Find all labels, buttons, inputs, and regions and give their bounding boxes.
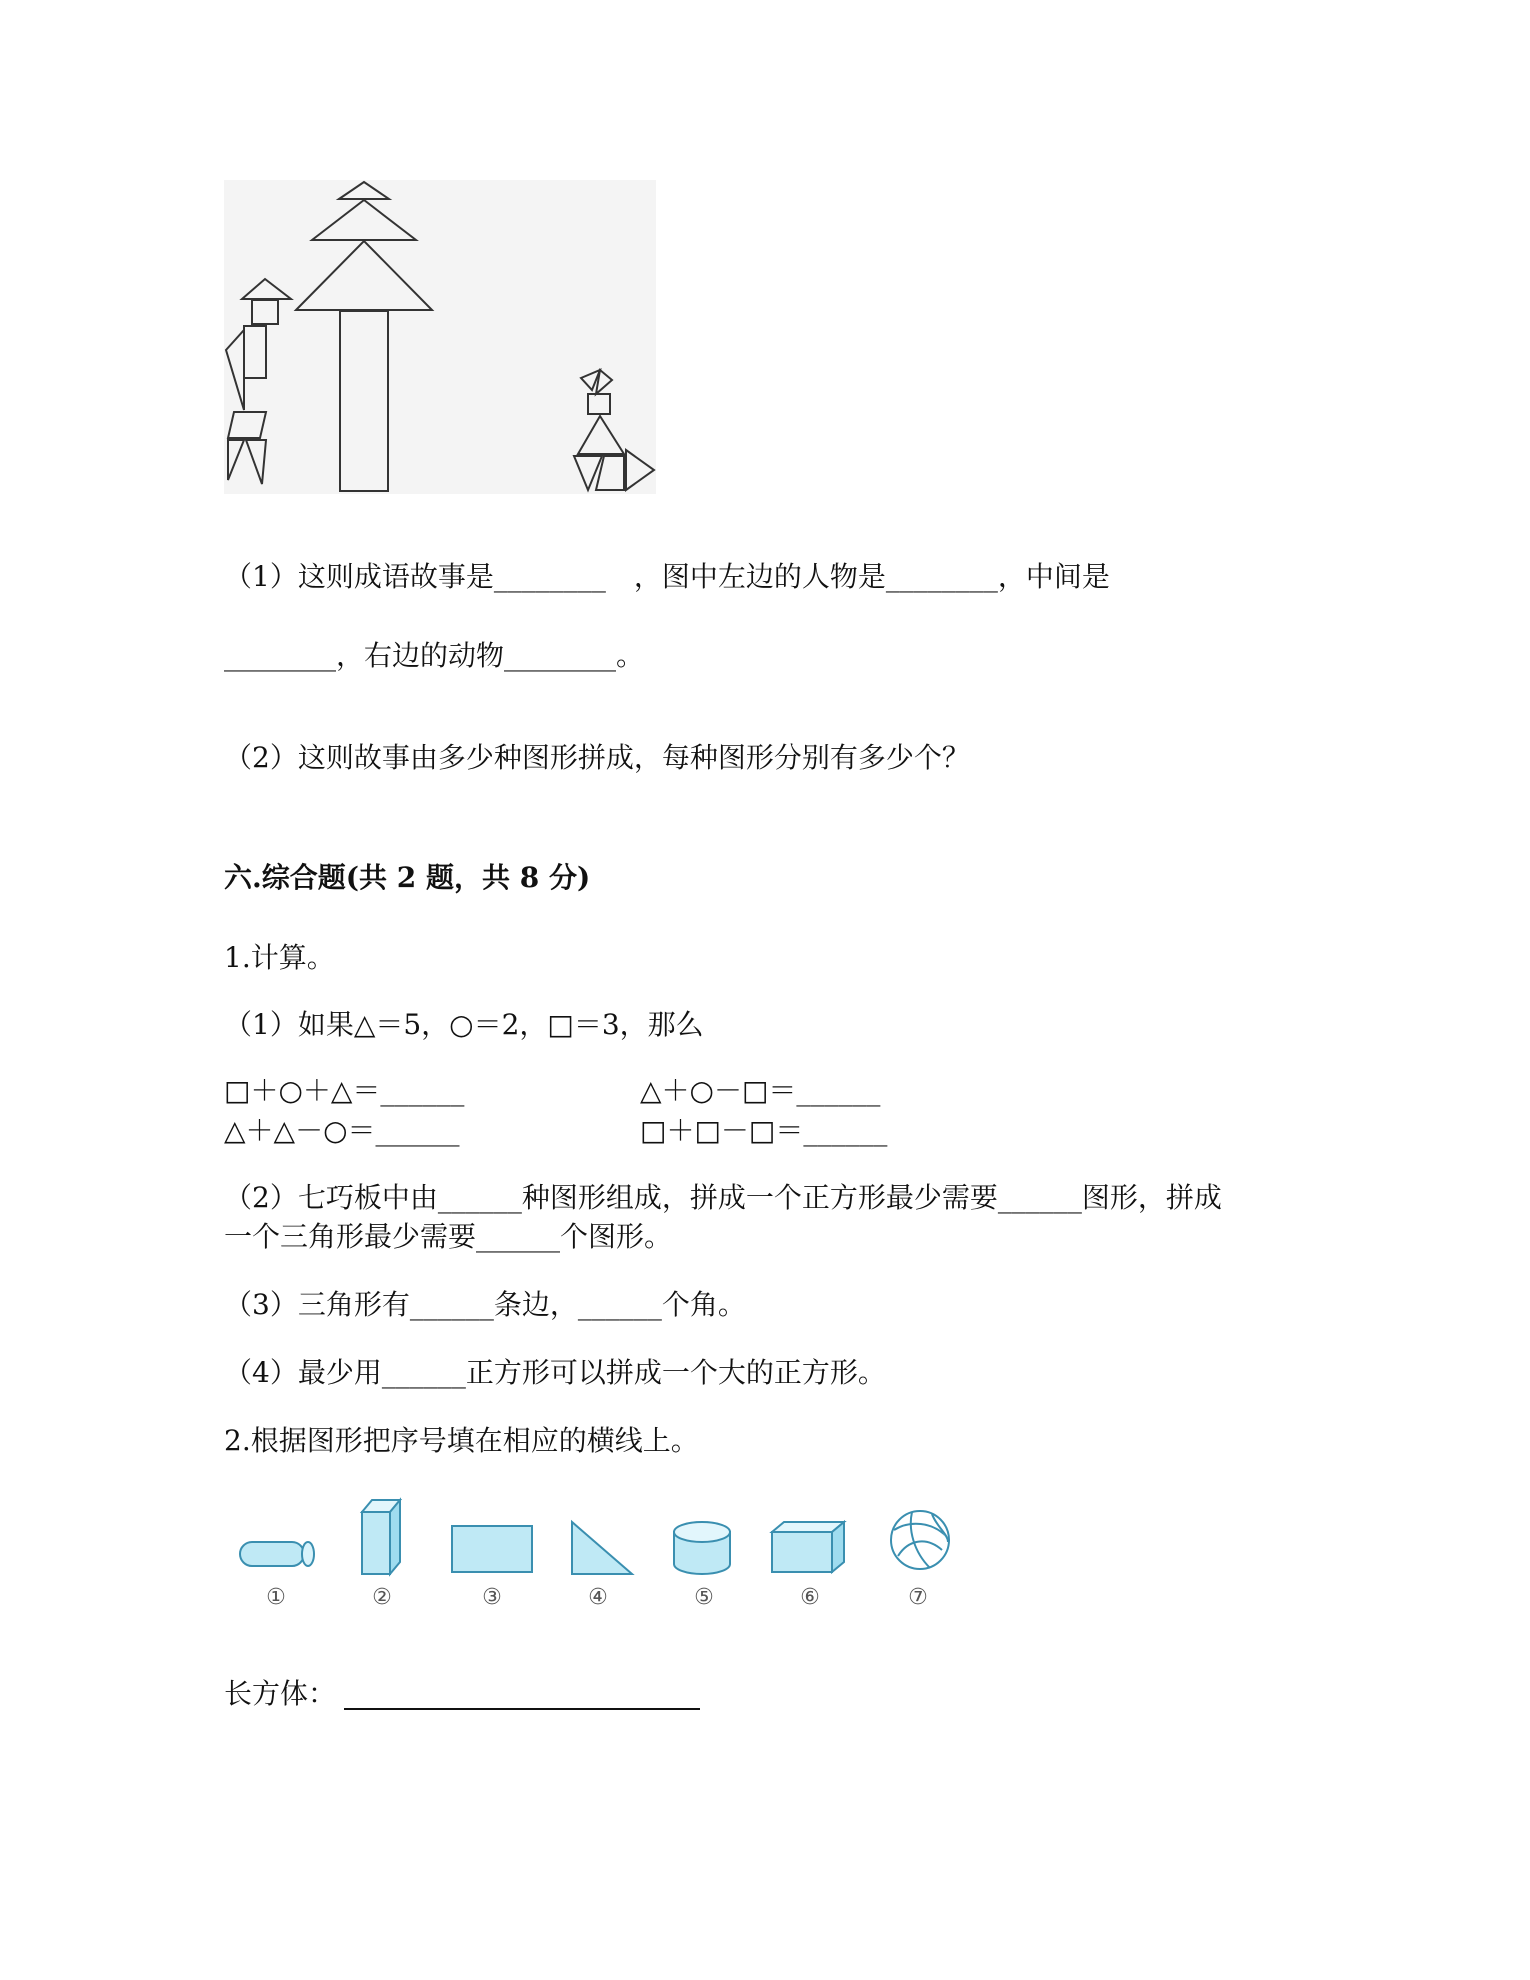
- tall-cuboid-icon: [362, 1500, 400, 1574]
- cylinder-horizontal-icon: [240, 1542, 314, 1566]
- volleyball-icon: [891, 1511, 949, 1569]
- q1-title: 1.计算。: [224, 941, 335, 974]
- q2-title: 2.根据图形把序号填在相应的横线上。: [224, 1424, 699, 1457]
- shape-label: ①: [266, 1585, 286, 1610]
- cylinder-upright-icon: [674, 1522, 730, 1574]
- q1-part1: （1）如果△＝5，○＝2，□＝3，那么: [224, 1008, 704, 1041]
- solid-shapes-figure: [232, 1490, 952, 1610]
- q1-part3: （3）三角形有______条边，______个角。: [224, 1288, 746, 1321]
- q1-part4: （4）最少用______正方形可以拼成一个大的正方形。: [224, 1356, 886, 1389]
- section-heading: 六.综合题(共 2 题，共 8 分): [224, 861, 591, 894]
- shape-label: ④: [588, 1585, 608, 1610]
- q5-part1-line1: （1）这则成语故事是________ ，图中左边的人物是________，中间是: [224, 560, 1110, 593]
- answer-line[interactable]: [344, 1708, 700, 1710]
- shape-label: ⑥: [800, 1585, 820, 1610]
- q1-part2-line2: 一个三角形最少需要______个图形。: [224, 1220, 673, 1253]
- expression-1: □＋○＋△＝______: [224, 1074, 465, 1107]
- q5-part1-line2: ________，右边的动物________。: [224, 639, 645, 672]
- cuboid-icon: [772, 1522, 844, 1572]
- solid-shapes-row: [232, 1490, 952, 1610]
- shape-label: ⑤: [694, 1585, 714, 1610]
- q5-part2: （2）这则故事由多少种图形拼成，每种图形分别有多少个？: [224, 741, 970, 774]
- shape-label: ③: [482, 1585, 502, 1610]
- rectangle-icon: [452, 1526, 532, 1572]
- q1-part2-line1: （2）七巧板中由______种图形组成，拼成一个正方形最少需要______图形，拼成: [224, 1181, 1222, 1214]
- tangram-illustration: [224, 180, 656, 494]
- triangle-icon: [572, 1522, 632, 1574]
- shape-label: ⑦: [908, 1585, 928, 1610]
- answer-label-cuboid: 长方体：: [224, 1677, 337, 1710]
- expression-2: △＋○－□＝______: [640, 1074, 881, 1107]
- expression-4: □＋□－□＝______: [640, 1114, 888, 1147]
- shape-label: ②: [372, 1585, 392, 1610]
- expression-3: △＋△－○＝______: [224, 1114, 460, 1147]
